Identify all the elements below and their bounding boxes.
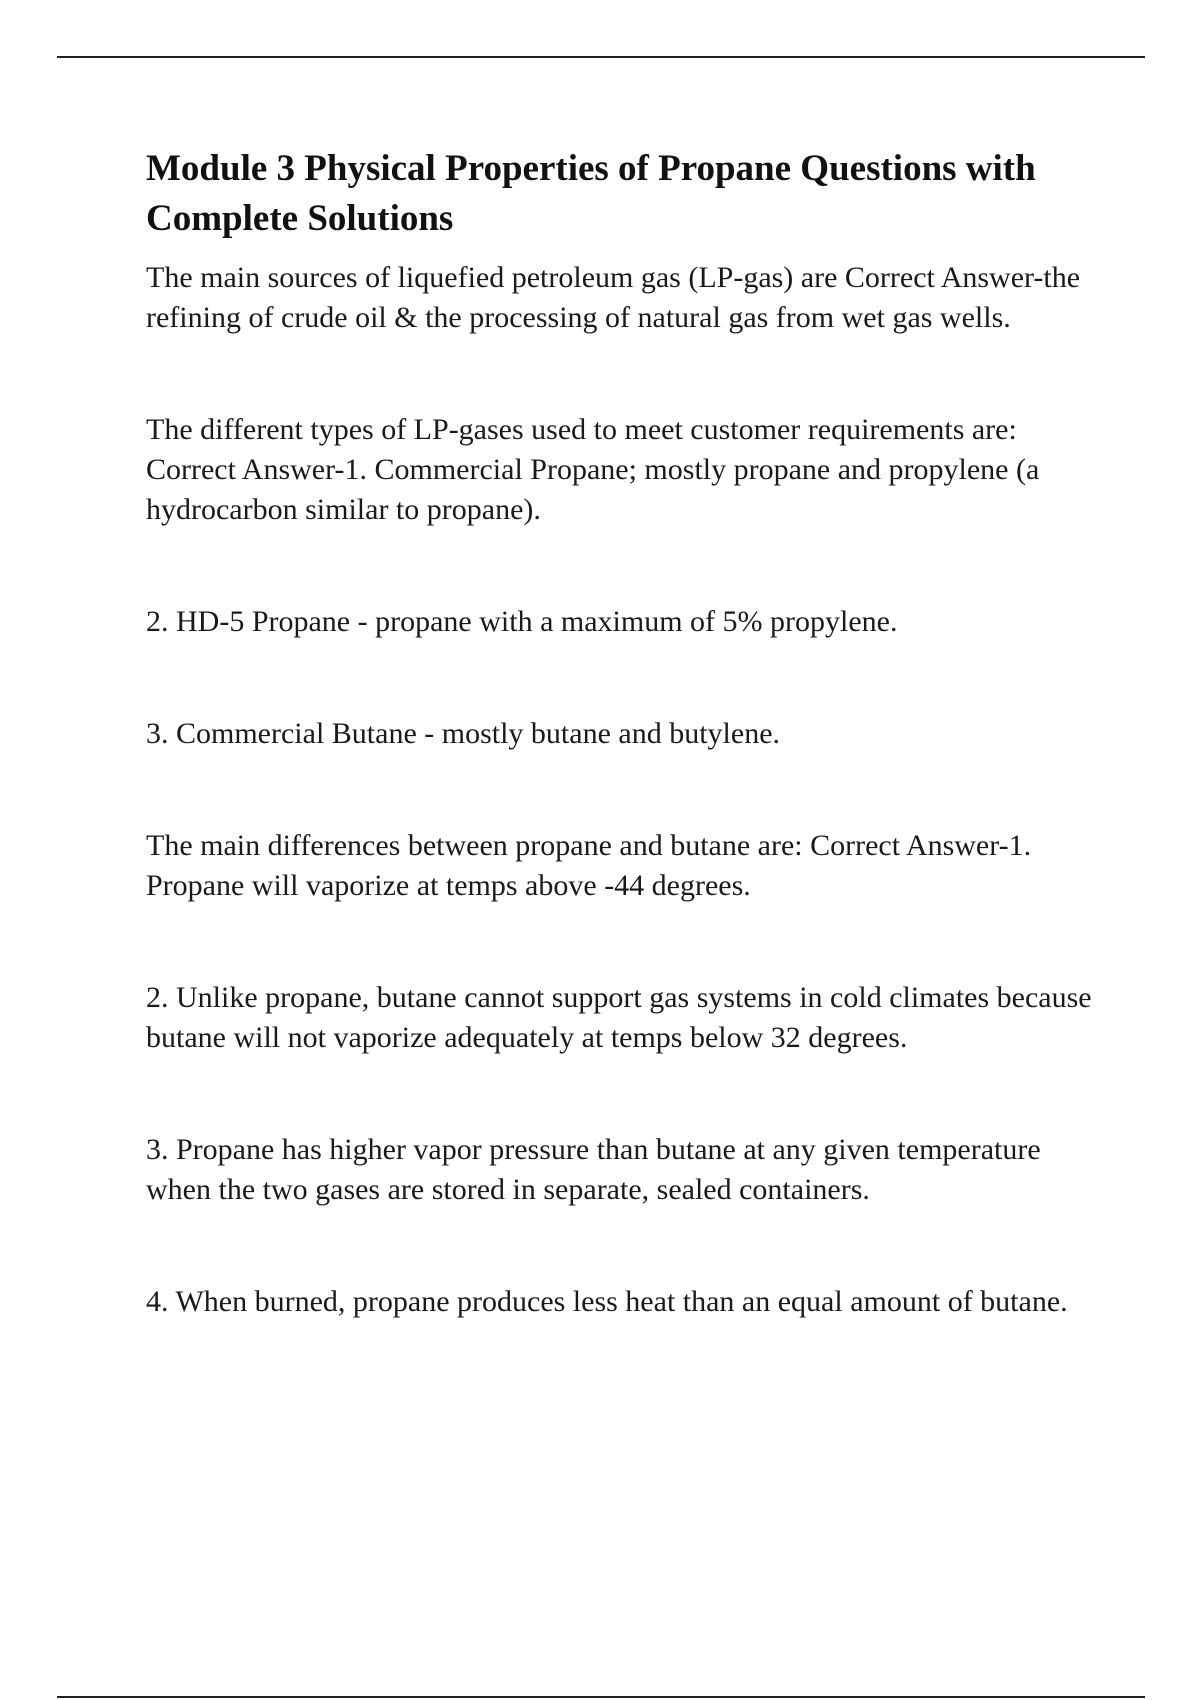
paragraph-lp-gas-types: The different types of LP-gases used to meet customer requirements are: Correct Answer-1. Commercial Propane; mostly propane and propylene (a hydrocarbon similar to propane).: [146, 413, 1040, 526]
document-title: Module 3 Physical Properties of Propane Questions with Complete Solutions: [146, 148, 1036, 239]
footer-rule: [57, 1696, 1145, 1698]
paragraph-butane-cold-climates: 2. Unlike propane, butane cannot support gas systems in cold climates because butane will not vaporize adequately at temps below 32 degrees.: [146, 981, 1092, 1054]
paragraph-heat-output: 4. When burned, propane produces less heat than an equal amount of butane.: [146, 1285, 1068, 1318]
paragraph-hd5-propane: 2. HD-5 Propane - propane with a maximum of 5% propylene.: [146, 605, 898, 638]
paragraph-propane-butane-differences: The main differences between propane and butane are: Correct Answer-1. Propane will vaporize at temps above -44 degrees.: [146, 829, 1032, 902]
document-body: [146, 144, 1096, 1322]
paragraph-commercial-butane: 3. Commercial Butane - mostly butane and butylene.: [146, 717, 781, 750]
paragraph-vapor-pressure: 3. Propane has higher vapor pressure than butane at any given temperature when the two gases are stored in separate, sealed containers.: [146, 1133, 1041, 1206]
paragraph-lp-gas-sources: The main sources of liquefied petroleum gas (LP-gas) are Correct Answer-the refining of crude oil & the processing of natural gas from wet gas wells.: [146, 261, 1081, 334]
header-rule: [57, 56, 1145, 58]
